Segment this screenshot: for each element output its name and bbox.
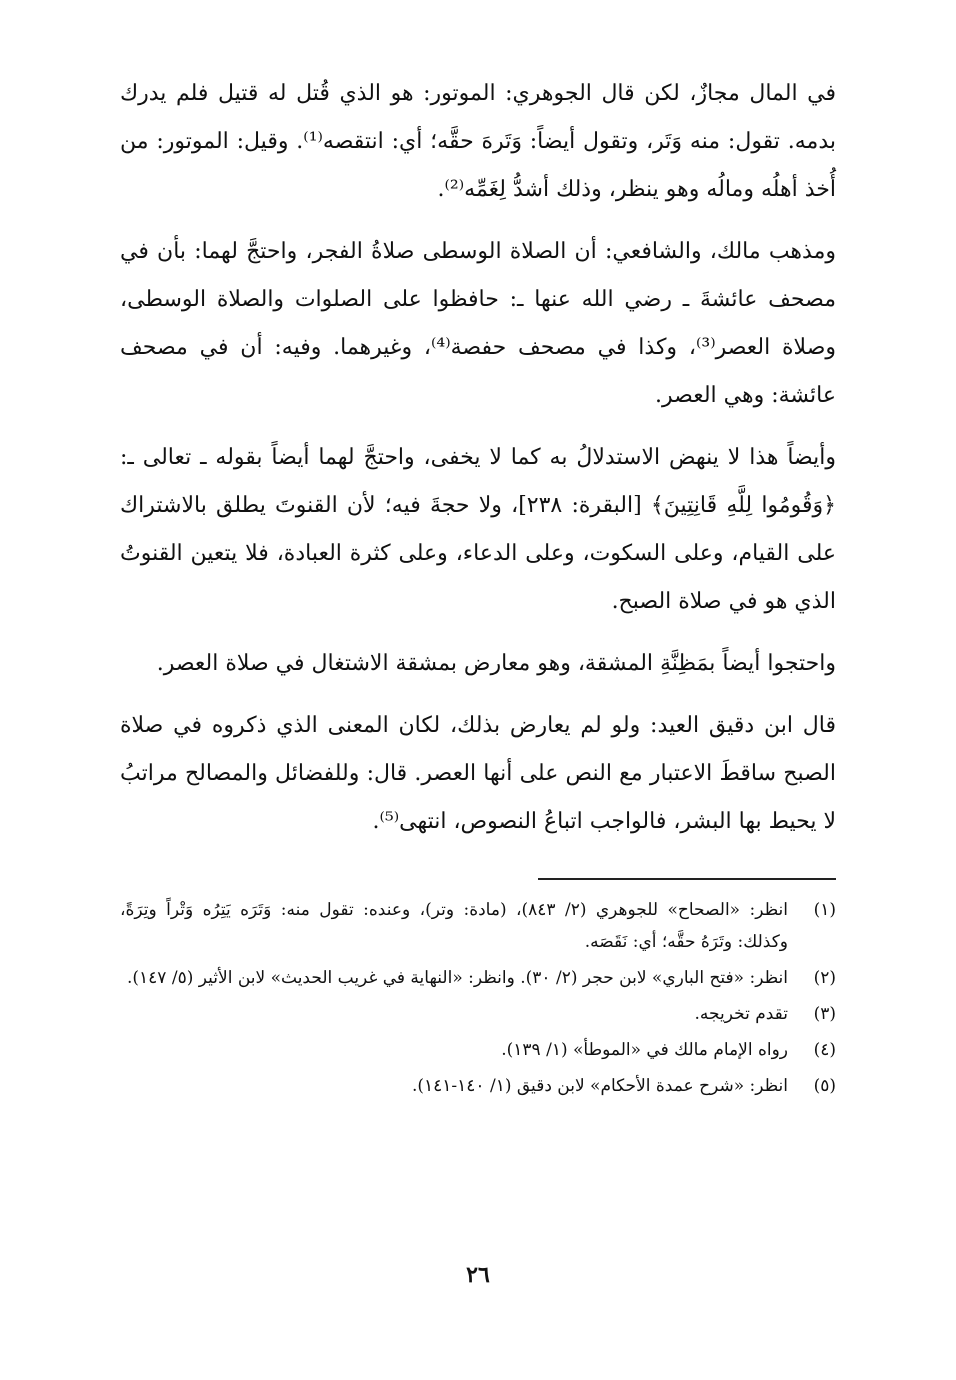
footnote-number: (٤): [813, 1040, 836, 1060]
footnote-1: [120, 894, 836, 958]
footnote-separator-wrap: [120, 860, 836, 894]
footnote-text: انظر: «شرح عمدة الأحكام» لابن دقيق (١/ ١٤٠-١٤١).: [411, 1076, 788, 1096]
footnote-3: [120, 998, 836, 1030]
footnote-number: (١): [813, 900, 836, 920]
paragraph-2: ومذهب مالك، والشافعي: أن الصلاة الوسطى صلاةُ الفجر، واحتجَّ لهما: بأن في مصحف عائشةَ ـ رضي الله عنها ـ: حافظوا على الصلوات والصلاة الوسطى، وصلاة العصر⁽³⁾، وكذا في مصحف حفصة⁽⁴⁾، وغيرهما. وفيه: أن في مصحف عائشة: وهي العصر.: [120, 239, 836, 408]
footnote-text: رواه الإمام مالك في «الموطأ» (١/ ١٣٩).: [501, 1040, 788, 1060]
footnote-text: انظر: «فتح الباري» لابن حجر (٢/ ٣٠). وانظر: «النهاية في غريب الحديث» لابن الأثير (٥/ ١٤٧).: [127, 968, 788, 988]
footnote-text: تقدم تخريجه.: [694, 1004, 788, 1024]
footnote-5: [120, 1070, 836, 1102]
footnote-number: (٥): [813, 1076, 836, 1096]
footnote-separator: [538, 878, 836, 880]
footnote-4: [120, 1034, 836, 1066]
paragraph-1: في المال مجازٌ، لكن قال الجوهري: الموتور: هو الذي قُتل له قتيل فلم يدرك بدمه. تقول: منه وَتَر، وتقول أيضاً: وَتَرهَ حقَّه؛ أي: انتقصه⁽¹⁾. وقيل: الموتور: من أُخذ أهلُه ومالُه وهو ينظر، وذلك أشدُّ لِغَمِّه⁽²⁾.: [120, 81, 836, 202]
footnote-text: انظر: «الصحاح» للجوهري (٢/ ٨٤٣)، (مادة: وتر)، وعنده: تقول منه: وَتَرَه يَتِرُه وَتْراً وتِرَةً، وكذلك: وتَرَهُ حقَّه؛ أي: نَقَصَه.: [120, 900, 788, 952]
footnote-2: [120, 962, 836, 994]
page-body: [120, 70, 836, 1106]
footnote-number: (٣): [813, 1004, 836, 1024]
footnote-number: (٢): [813, 968, 836, 988]
page-number: ٢٦: [466, 1262, 490, 1288]
paragraph-3: وأيضاً هذا لا ينهض الاستدلالُ به كما لا يخفى، واحتجَّ لهما أيضاً بقوله ـ تعالى ـ: ﴿وَقُومُوا لِلَّهِ قَانِتِينَ﴾ [البقرة: ٢٣٨]، ولا حجةَ فيه؛ لأن القنوتَ يطلق بالاشتراك على القيام، وعلى السكوت، وعلى الدعاء، وعلى كثرة العبادة، فلا يتعين القنوتُ الذي هو في صلاة الصبح.: [120, 445, 836, 614]
paragraph-5: قال ابن دقيق العيد: ولو لم يعارض بذلك، لكان المعنى الذي ذكروه في صلاة الصبح ساقطَ الاعتبار مع النص على أنها العصر. قال: وللفضائل والمصالح مراتبُ لا يحيط بها البشر، فالواجب اتباعُ النصوص، انتهى⁽⁵⁾.: [120, 713, 836, 834]
paragraph-4: واحتجوا أيضاً بمَظِنَّةِ المشقة، وهو معارض بمشقة الاشتغال في صلاة العصر.: [156, 651, 836, 676]
